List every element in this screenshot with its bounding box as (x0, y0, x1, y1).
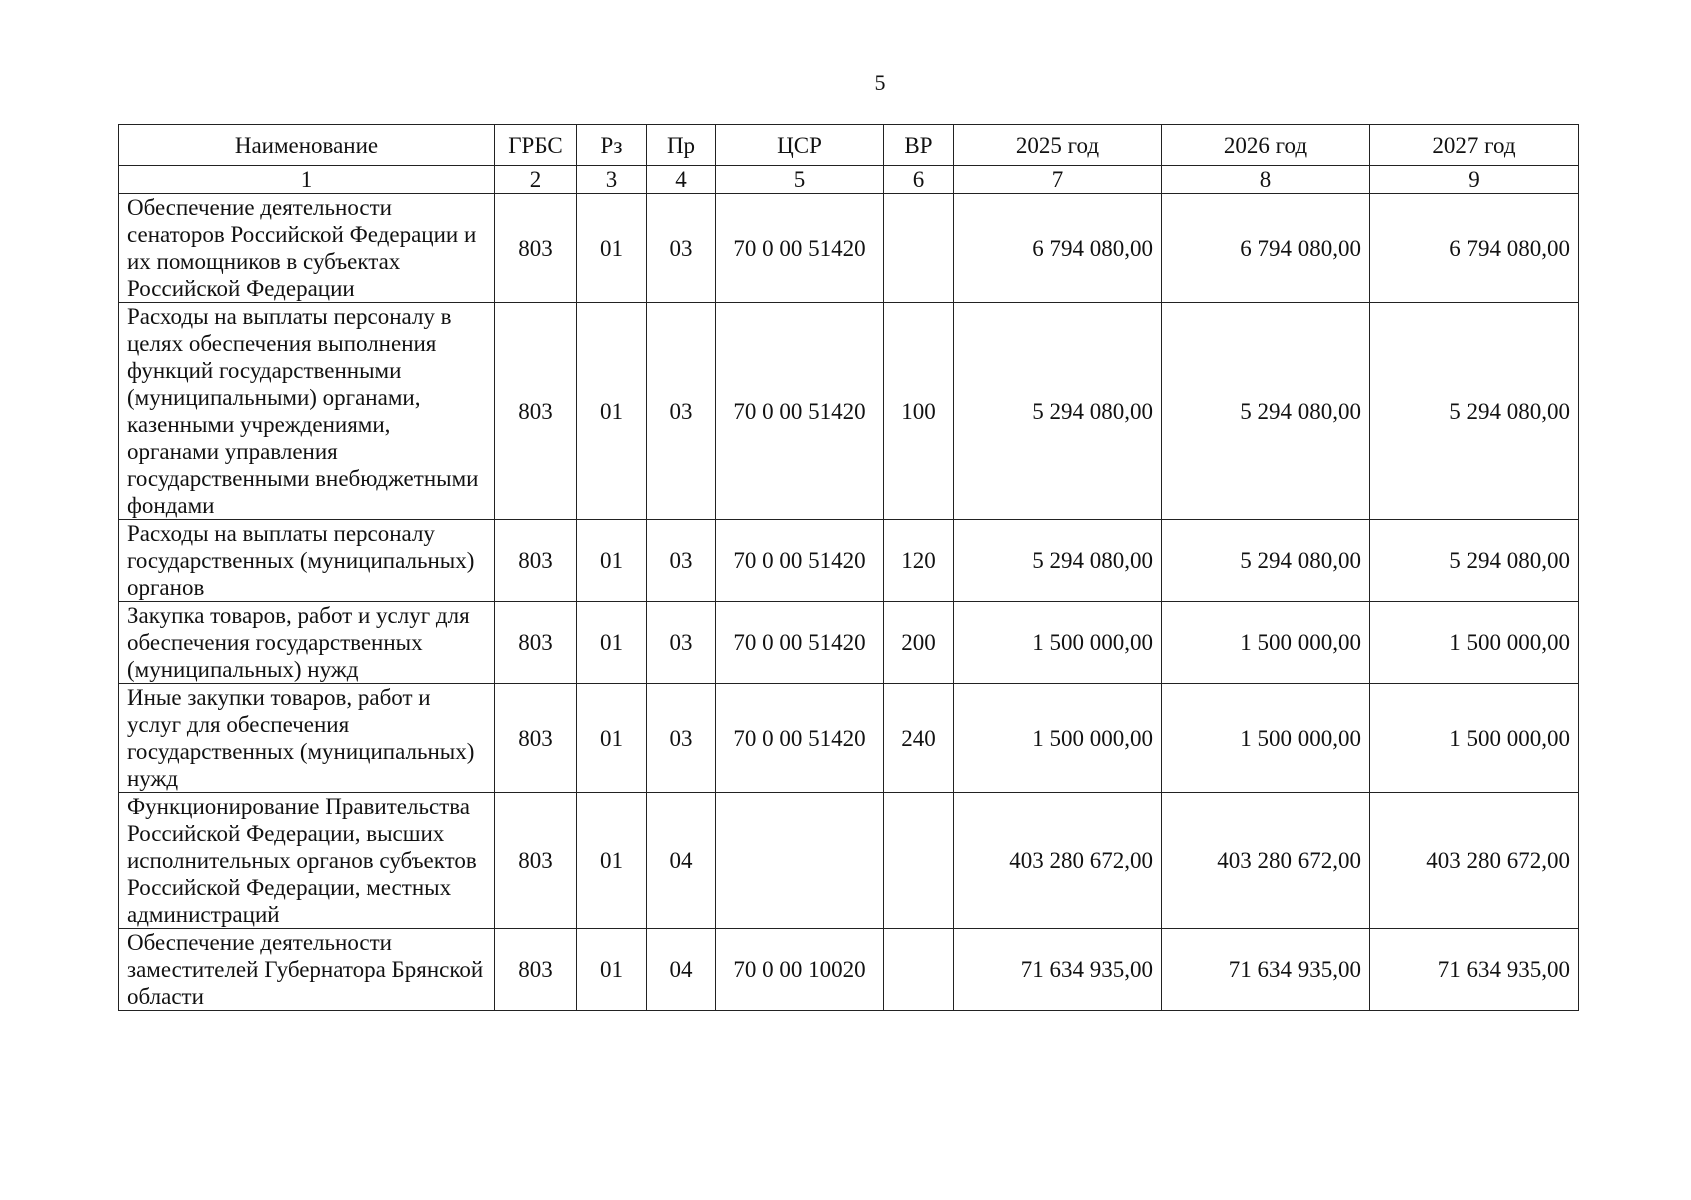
row-amount-2026: 5 294 080,00 (1162, 520, 1370, 602)
row-rz: 01 (577, 793, 647, 929)
row-csr: 70 0 00 10020 (716, 929, 884, 1011)
row-name: Обеспечение деятельности сенаторов Российской Федерации и их помощников в субъектах Российской Федерации (119, 194, 495, 303)
row-amount-2025: 5 294 080,00 (954, 303, 1162, 520)
row-vr: 120 (884, 520, 954, 602)
row-vr (884, 929, 954, 1011)
table-row (119, 194, 1579, 303)
row-csr: 70 0 00 51420 (716, 303, 884, 520)
table-row (119, 602, 1579, 684)
row-amount-2026: 403 280 672,00 (1162, 793, 1370, 929)
row-csr: 70 0 00 51420 (716, 520, 884, 602)
column-number: 1 (119, 166, 495, 194)
column-number: 8 (1162, 166, 1370, 194)
row-pr: 03 (647, 303, 716, 520)
row-csr: 70 0 00 51420 (716, 194, 884, 303)
row-grbs: 803 (495, 929, 577, 1011)
row-amount-2027: 5 294 080,00 (1370, 520, 1579, 602)
row-name: Иные закупки товаров, работ и услуг для обеспечения государственных (муниципальных) нужд (119, 684, 495, 793)
row-amount-2027: 1 500 000,00 (1370, 684, 1579, 793)
row-rz: 01 (577, 194, 647, 303)
row-pr: 03 (647, 520, 716, 602)
table-row (119, 793, 1579, 929)
row-amount-2027: 6 794 080,00 (1370, 194, 1579, 303)
row-rz: 01 (577, 303, 647, 520)
page-number: 5 (874, 70, 886, 95)
table-row (119, 520, 1579, 602)
row-amount-2026: 5 294 080,00 (1162, 303, 1370, 520)
row-amount-2026: 71 634 935,00 (1162, 929, 1370, 1011)
row-rz: 01 (577, 929, 647, 1011)
table-row (119, 929, 1579, 1011)
row-grbs: 803 (495, 602, 577, 684)
row-pr: 04 (647, 793, 716, 929)
row-amount-2026: 1 500 000,00 (1162, 684, 1370, 793)
header-pr: Пр (647, 125, 716, 166)
row-csr: 70 0 00 51420 (716, 602, 884, 684)
column-number: 4 (647, 166, 716, 194)
column-number: 7 (954, 166, 1162, 194)
row-amount-2025: 5 294 080,00 (954, 520, 1162, 602)
row-grbs: 803 (495, 194, 577, 303)
row-rz: 01 (577, 684, 647, 793)
header-row (119, 125, 1579, 166)
row-vr: 240 (884, 684, 954, 793)
row-grbs: 803 (495, 793, 577, 929)
header-name: Наименование (119, 125, 495, 166)
column-number: 6 (884, 166, 954, 194)
column-number: 9 (1370, 166, 1579, 194)
row-name: Закупка товаров, работ и услуг для обеспечения государственных (муниципальных) нужд (119, 602, 495, 684)
table-row (119, 303, 1579, 520)
row-name: Расходы на выплаты персоналу в целях обеспечения выполнения функций государственными (муниципальными) органами, казенными учреждениями, органами управления государственными внебюджетными фондами (119, 303, 495, 520)
column-number-row (119, 166, 1579, 194)
header-csr: ЦСР (716, 125, 884, 166)
row-vr (884, 194, 954, 303)
row-pr: 04 (647, 929, 716, 1011)
row-name: Обеспечение деятельности заместителей Губернатора Брянской области (119, 929, 495, 1011)
row-rz: 01 (577, 520, 647, 602)
column-number: 5 (716, 166, 884, 194)
row-amount-2025: 1 500 000,00 (954, 684, 1162, 793)
budget-table (118, 124, 1579, 1011)
row-vr (884, 793, 954, 929)
header-rz: Рз (577, 125, 647, 166)
row-pr: 03 (647, 194, 716, 303)
row-amount-2025: 1 500 000,00 (954, 602, 1162, 684)
row-amount-2027: 71 634 935,00 (1370, 929, 1579, 1011)
row-amount-2026: 6 794 080,00 (1162, 194, 1370, 303)
row-name: Расходы на выплаты персоналу государственных (муниципальных) органов (119, 520, 495, 602)
header-2025: 2025 год (954, 125, 1162, 166)
row-grbs: 803 (495, 520, 577, 602)
row-csr: 70 0 00 51420 (716, 684, 884, 793)
row-csr (716, 793, 884, 929)
row-name: Функционирование Правительства Российской Федерации, высших исполнительных органов субъектов Российской Федерации, местных администраций (119, 793, 495, 929)
row-amount-2027: 5 294 080,00 (1370, 303, 1579, 520)
row-vr: 200 (884, 602, 954, 684)
header-vr: ВР (884, 125, 954, 166)
table-row (119, 684, 1579, 793)
column-number: 2 (495, 166, 577, 194)
row-amount-2026: 1 500 000,00 (1162, 602, 1370, 684)
header-grbs: ГРБС (495, 125, 577, 166)
row-pr: 03 (647, 602, 716, 684)
header-2027: 2027 год (1370, 125, 1579, 166)
row-pr: 03 (647, 684, 716, 793)
row-vr: 100 (884, 303, 954, 520)
row-grbs: 803 (495, 684, 577, 793)
row-rz: 01 (577, 602, 647, 684)
row-amount-2025: 403 280 672,00 (954, 793, 1162, 929)
header-2026: 2026 год (1162, 125, 1370, 166)
row-amount-2025: 71 634 935,00 (954, 929, 1162, 1011)
row-amount-2027: 403 280 672,00 (1370, 793, 1579, 929)
row-amount-2027: 1 500 000,00 (1370, 602, 1579, 684)
row-grbs: 803 (495, 303, 577, 520)
column-number: 3 (577, 166, 647, 194)
row-amount-2025: 6 794 080,00 (954, 194, 1162, 303)
